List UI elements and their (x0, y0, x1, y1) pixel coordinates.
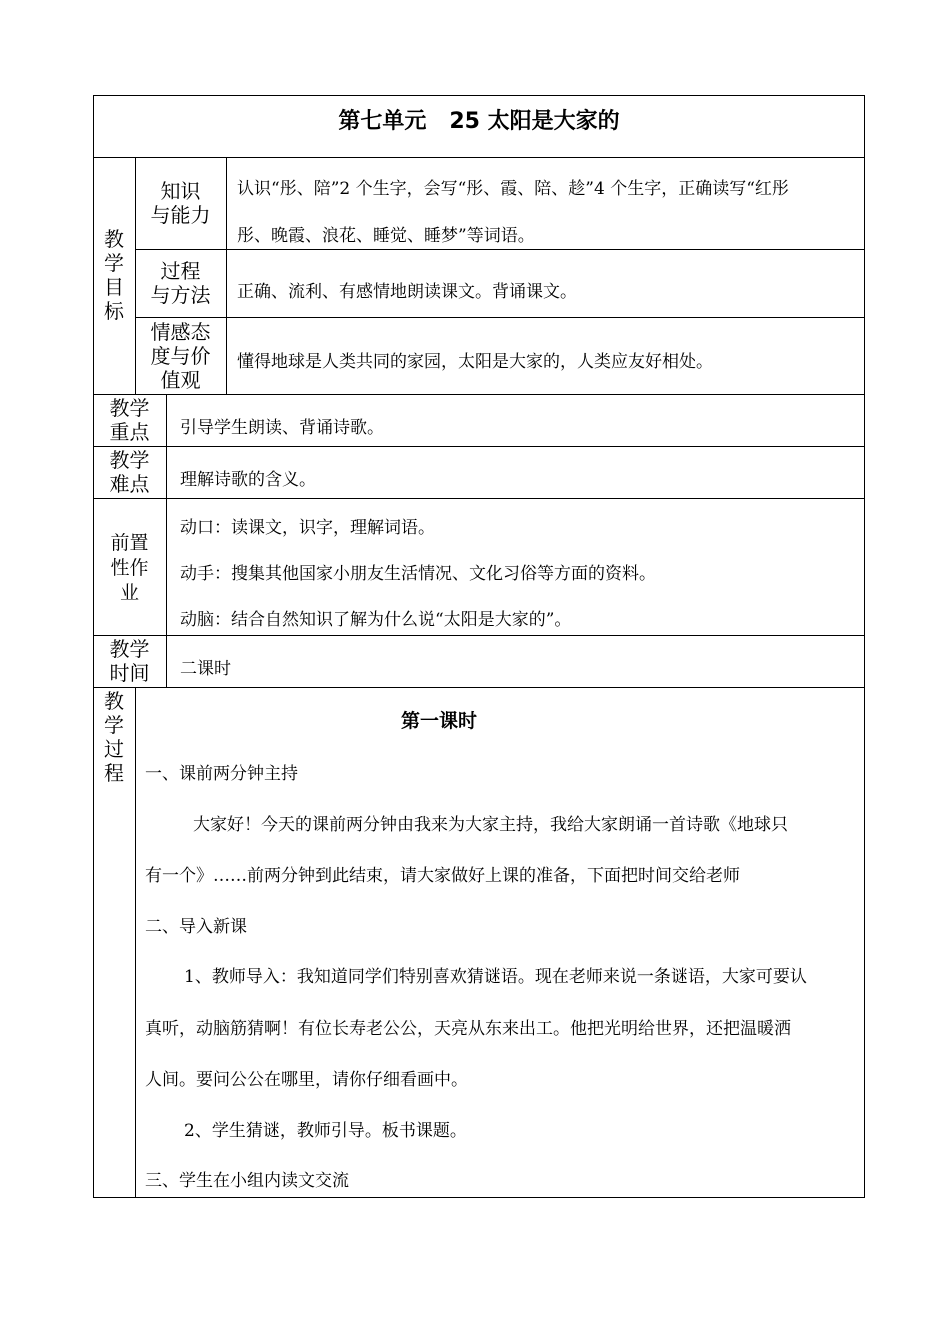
process-line: 人间。要问公公在哪里，请你仔细看画中。 (145, 1070, 468, 1090)
process-line: 大家好！今天的课前两分钟由我来为大家主持，我给大家朗诵一首诗歌《地球只 (193, 815, 788, 835)
objectives-label: 教 学 目 标 (104, 227, 124, 323)
lesson-title: 第一课时 (400, 710, 477, 732)
table-border-top (93, 95, 865, 96)
table-border-right (864, 95, 865, 1198)
objective-label-emotion: 情感态 度与价 值观 (150, 320, 211, 392)
time-text: 二课时 (180, 659, 231, 679)
process-line: 三、学生在小组内读文交流 (145, 1171, 349, 1191)
process-line: 真听，动脑筋猜啊！有位长寿老公公，天亮从东来出工。他把光明给世界，还把温暖洒 (145, 1019, 791, 1039)
row-divider (93, 157, 865, 158)
col-divider (226, 157, 227, 394)
row-divider (93, 394, 865, 395)
process-line: 一、课前两分钟主持 (145, 764, 298, 784)
page-title: 第七单元 25 太阳是大家的 (338, 109, 620, 134)
objective-label-process: 过程 与方法 (150, 259, 211, 307)
row-divider (93, 687, 865, 688)
row-divider (93, 635, 865, 636)
difficulty-text: 理解诗歌的含义。 (180, 470, 316, 490)
time-label: 教学 时间 (109, 637, 150, 685)
row-divider (93, 498, 865, 499)
col-divider (166, 394, 167, 687)
objective-text-knowledge: 认识“彤、陪”2 个生字，会写“彤、霞、陪、趁”4 个生字，正确读写“红彤 彤、晚霞、浪花、睡觉、睡梦”等词语。 (237, 179, 789, 246)
key-points-label: 教学 重点 (109, 396, 150, 444)
process-label: 教 学 过 程 (104, 689, 124, 785)
difficulty-label: 教学 难点 (109, 448, 150, 496)
process-line: 有一个》……前两分钟到此结束，请大家做好上课的准备，下面把时间交给老师 (145, 866, 740, 886)
objective-text-emotion: 懂得地球是人类共同的家园，太阳是大家的，人类应友好相处。 (237, 352, 713, 372)
row-divider (135, 249, 865, 250)
process-line: 1、教师导入：我知道同学们特别喜欢猜谜语。现在老师来说一条谜语，大家可要认 (184, 967, 807, 987)
prework-label: 前置 性作 业 (110, 532, 149, 604)
row-divider (93, 446, 865, 447)
table-border-bottom (93, 1197, 865, 1198)
objective-label-knowledge: 知识 与能力 (150, 179, 211, 227)
prework-text: 动口：读课文，识字，理解词语。 动手：搜集其他国家小朋友生活情况、文化习俗等方面的资料。 动脑：结合自然知识了解为什么说“太阳是大家的”。 (180, 518, 656, 630)
col-divider (135, 687, 136, 1197)
row-divider (135, 317, 865, 318)
process-line: 2、学生猜谜，教师引导。板书课题。 (184, 1121, 467, 1141)
process-line: 二、导入新课 (145, 917, 247, 937)
key-points-text: 引导学生朗读、背诵诗歌。 (180, 418, 384, 438)
objective-text-process: 正确、流利、有感情地朗读课文。背诵课文。 (237, 282, 577, 302)
